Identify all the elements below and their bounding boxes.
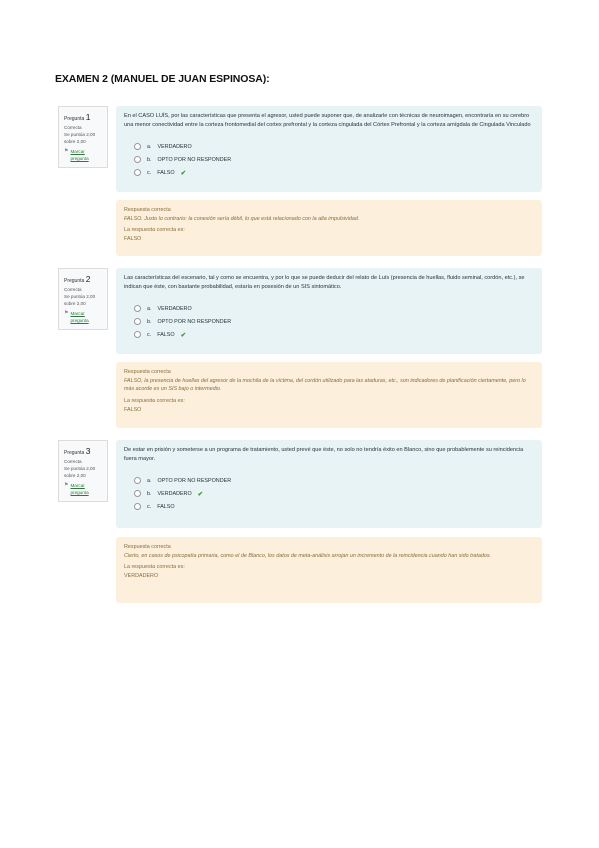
feedback-box-2 xyxy=(116,362,542,428)
question-info-2 xyxy=(58,268,108,330)
radio-button[interactable] xyxy=(134,477,141,484)
question-info-3 xyxy=(58,440,108,502)
question-points-max: sobre 2,00 xyxy=(64,473,86,479)
question-points-max: sobre 2,00 xyxy=(64,301,86,307)
question-info-1 xyxy=(58,106,108,168)
answer-option-b[interactable]: b. OPTO POR NO RESPONDER xyxy=(134,153,534,166)
check-icon: ✔ xyxy=(197,490,204,498)
radio-button[interactable] xyxy=(134,169,141,176)
flag-question-button[interactable]: ⚑ Marcar pregunta xyxy=(64,309,89,323)
feedback-title: Respuesta correcta xyxy=(124,207,171,213)
answer-option-a[interactable]: a. VERDADERO xyxy=(134,140,534,153)
question-points: Se puntúa 2,00 xyxy=(64,132,96,138)
flag-icon: ⚑ xyxy=(64,147,69,154)
question-points: Se puntúa 2,00 xyxy=(64,466,96,472)
radio-button[interactable] xyxy=(134,156,141,163)
question-box-2 xyxy=(116,268,542,354)
radio-button[interactable] xyxy=(134,331,141,338)
question-number: Pregunta 3 xyxy=(64,446,91,456)
answer-option-a[interactable]: a. OPTO POR NO RESPONDER xyxy=(134,474,534,487)
answer-option-b[interactable]: b. OPTO POR NO RESPONDER xyxy=(134,315,534,328)
radio-button[interactable] xyxy=(134,143,141,150)
correct-answer: VERDADERO xyxy=(124,572,159,579)
feedback-text: FALSO, la presencia de huellas del agresor de la mochila de la víctima, del cordón utilizado para las ataduras, etc., son indicadores de planificación ciertamente, pero lo más acorde es un SIS bajo o intermedio. xyxy=(124,377,526,393)
feedback-title: Respuesta correcta xyxy=(124,369,171,375)
radio-button[interactable] xyxy=(134,305,141,312)
check-icon: ✔ xyxy=(180,331,187,339)
feedback-box-3 xyxy=(116,537,542,603)
question-text: Las características del escenario, tal y como se encuentra, y por lo que se puede deducir del relato de Luís (presencia de huellas, fluido seminal, cordón, etc.), se indican que éste, con bastante probabilidad, estaría en posesión de un SIS sintomático. xyxy=(124,275,525,290)
feedback-title: Respuesta correcta xyxy=(124,544,171,550)
flag-icon: ⚑ xyxy=(64,309,69,316)
answer-option-c[interactable]: c. FALSO ✔ xyxy=(134,166,534,179)
correct-answer-intro: La respuesta correcta es: xyxy=(124,564,185,571)
answer-option-a[interactable]: a. VERDADERO xyxy=(134,302,534,315)
check-icon: ✔ xyxy=(180,169,187,177)
feedback-text: Cierto, en casos de psicopatía primaria, como el de Blanco, los datos de meta-análisis arrojan un incremento de la reincidencia cuando han sido tratados. xyxy=(124,552,492,559)
feedback-box-1 xyxy=(116,200,542,256)
answer-option-c[interactable]: c. FALSO ✔ xyxy=(134,328,534,341)
flag-question-button[interactable]: ⚑ Marcar pregunta xyxy=(64,481,89,495)
question-box-1 xyxy=(116,106,542,192)
question-number: Pregunta 2 xyxy=(64,274,91,284)
question-status: Correcta xyxy=(64,125,82,131)
question-text: En el CASO LUÍS, por las características que presenta el agresor, usted puede suponer que, de analizarle con técnicas de neuroimagen, encontraría en su cerebro una menor conectividad entre la corteza frontomedial del cortex prefrontal y la corteza cingulada del Córtex Prefrontal y la corteza amígdala de Cingulada Vinculado xyxy=(124,113,531,128)
correct-answer-intro: La respuesta correcta es: xyxy=(124,227,185,234)
question-text: De estar en prisión y someterse a un programa de tratamiento, usted prevé que éste, no solo no tendría éxito en Blanco, sino que probablemente su reincidencia fuera mayor. xyxy=(124,447,524,462)
question-points-max: sobre 2,00 xyxy=(64,139,86,145)
question-status: Correcta xyxy=(64,459,82,465)
answer-option-c[interactable]: c. FALSO xyxy=(134,500,534,513)
radio-button[interactable] xyxy=(134,503,141,510)
question-number: Pregunta 1 xyxy=(64,112,91,122)
radio-button[interactable] xyxy=(134,318,141,325)
radio-button[interactable] xyxy=(134,490,141,497)
feedback-text: FALSO. Justo lo contrario: la conexión sería débil, lo que está relacionado con la alta impulsividad. xyxy=(124,215,360,222)
flag-question-button[interactable]: ⚑ Marcar pregunta xyxy=(64,147,89,161)
question-status: Correcta xyxy=(64,287,82,293)
page-title: EXAMEN 2 (MANUEL DE JUAN ESPINOSA): xyxy=(55,73,270,85)
correct-answer-intro: La respuesta correcta es: xyxy=(124,397,185,404)
answer-option-b[interactable]: b. VERDADERO ✔ xyxy=(134,487,534,500)
question-points: Se puntúa 2,00 xyxy=(64,294,96,300)
question-box-3 xyxy=(116,440,542,528)
flag-icon: ⚑ xyxy=(64,481,69,488)
correct-answer: FALSO xyxy=(124,406,142,413)
correct-answer: FALSO xyxy=(124,235,142,242)
